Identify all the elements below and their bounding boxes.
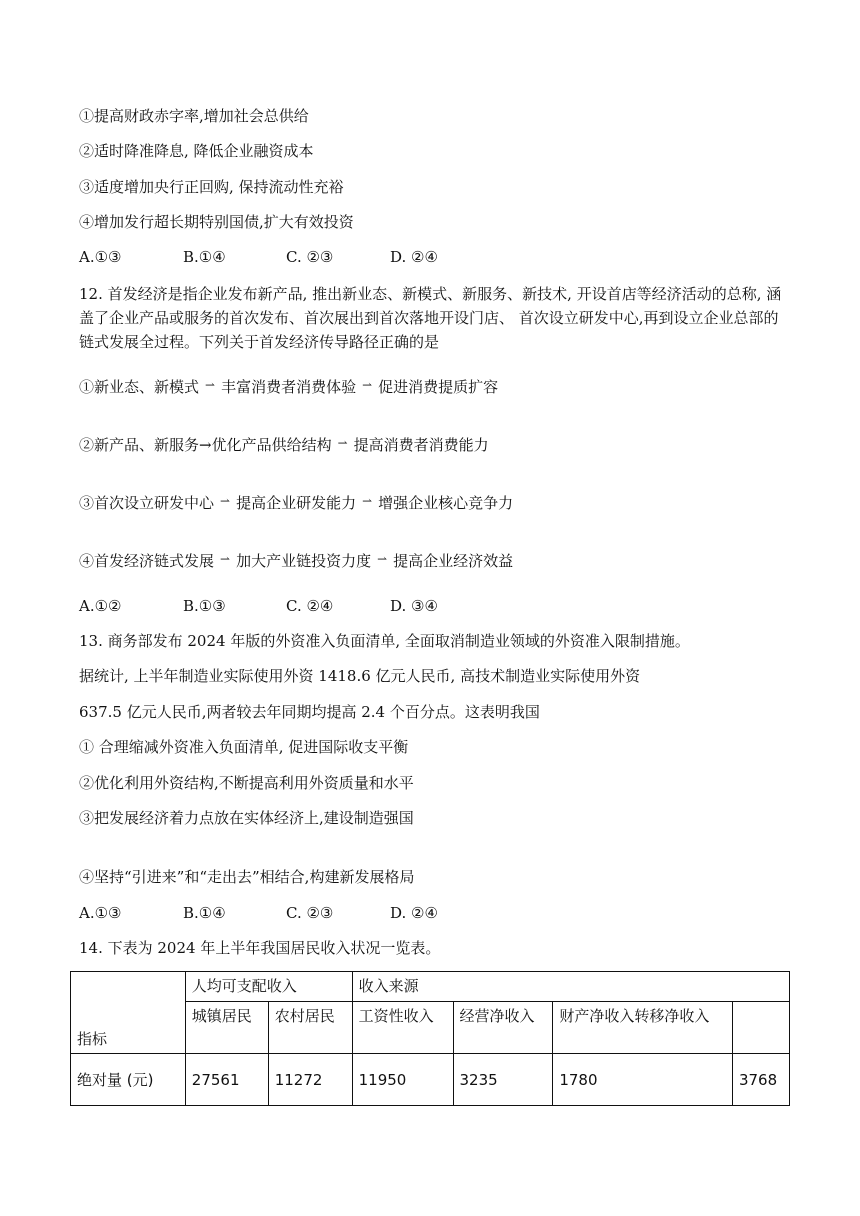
arrow-icon: ⇀ (362, 494, 373, 508)
col-header-urban: 城镇居民 (185, 1002, 268, 1054)
table-cell: 11272 (268, 1054, 352, 1106)
q11-option-2: ②适时降准降息, 降低企业融资成本 (79, 142, 314, 160)
q13-option-3: ③把发展经济着力点放在实体经济上,建设制造强国 (79, 809, 414, 827)
arrow-icon: ⇀ (362, 378, 373, 392)
q12-choice-c: C. ②④ (286, 597, 334, 615)
q12-choice-a: A.①② (79, 597, 122, 615)
q12-path-1: ①新业态、新模式 ⇀ 丰富消费者消费体验 ⇀ 促进消费提质扩容 (79, 377, 498, 398)
q12-stem: 12. 首发经济是指企业发布新产品, 推出新业态、新模式、新服务、新技术, 开设首店等经济活动的总称, 涵盖了企业产品或服务的首次发布、首次展出到首次落地开设门店、 首次设立研发中心,再到设立企业总部的链式发展全过程。下列关于首发经济传导路径正确的是 (79, 285, 782, 351)
q12-choice-b: B.①③ (183, 597, 226, 615)
q13-option-1: ① 合理缩减外资准入负面清单, 促进国际收支平衡 (79, 738, 409, 756)
table-cell: 3235 (453, 1054, 553, 1106)
q12-answer-choices (79, 596, 438, 616)
income-source-header: 收入来源 (352, 972, 789, 1002)
indicator-header: 指标 (71, 972, 186, 1054)
arrow-icon: ⇀ (377, 552, 388, 566)
q11-option-3: ③适度增加央行正回购, 保持流动性充裕 (79, 178, 344, 196)
q11-option-1: ①提高财政赤字率,增加社会总供给 (79, 107, 309, 125)
q11-choice-d: D. ②④ (390, 248, 438, 266)
q13-option-2: ②优化利用外资结构,不断提高利用外资质量和水平 (79, 774, 414, 792)
arrow-icon: ⇀ (220, 494, 231, 508)
q13-option-4: ④坚持“引进来”和“走出去”相结合,构建新发展格局 (79, 868, 415, 886)
col-header-business: 经营净收入 (453, 1002, 553, 1054)
q11-answer-choices (79, 247, 438, 267)
col-header-property-transfer: 财产净收入转移净收入 (553, 1002, 733, 1054)
q14-stem: 14. 下表为 2024 年上半年我国居民收入状况一览表。 (79, 939, 441, 957)
col-header-rural: 农村居民 (268, 1002, 352, 1054)
q12-path-4: ④首发经济链式发展 ⇀ 加大产业链投资力度 ⇀ 提高企业经济效益 (79, 551, 513, 572)
q13-choice-a: A.①③ (79, 904, 122, 922)
q11-option-4: ④增加发行超长期特别国债,扩大有效投资 (79, 213, 354, 231)
q12-path-2: ②新产品、新服务→优化产品供给结构 ⇀ 提高消费者消费能力 (79, 435, 489, 456)
col-header-wage: 工资性收入 (352, 1002, 453, 1054)
arrow-icon: ⇀ (220, 552, 231, 566)
table-header-row-1 (71, 972, 790, 1002)
q11-choice-b: B.①④ (183, 248, 226, 266)
table-row (71, 1054, 790, 1106)
q11-choice-a: A.①③ (79, 248, 122, 266)
q13-stem-line-1: 13. 商务部发布 2024 年版的外资准入负面清单, 全面取消制造业领域的外资准入限制措施。 (79, 632, 690, 650)
q13-choice-d: D. ②④ (390, 904, 438, 922)
income-table (70, 971, 790, 1106)
table-cell: 1780 (553, 1054, 733, 1106)
q13-stem-line-2: 据统计, 上半年制造业实际使用外资 1418.6 亿元人民币, 高技术制造业实际使用外资 (79, 667, 641, 685)
q11-choice-c: C. ②③ (286, 248, 334, 266)
q13-choice-b: B.①④ (183, 904, 226, 922)
disposable-income-header: 人均可支配收入 (185, 972, 352, 1002)
q12-choice-d: D. ③④ (390, 597, 438, 615)
table-cell: 27561 (185, 1054, 268, 1106)
arrow-icon: ⇀ (205, 378, 216, 392)
row-label: 绝对量 (元) (71, 1054, 186, 1106)
q13-choice-c: C. ②③ (286, 904, 334, 922)
q13-answer-choices (79, 903, 438, 923)
arrow-icon: ⇀ (337, 436, 348, 450)
q13-stem-line-3: 637.5 亿元人民币,两者较去年同期均提高 2.4 个百分点。这表明我国 (79, 703, 540, 721)
col-header-blank (732, 1002, 789, 1054)
table-cell: 11950 (352, 1054, 453, 1106)
q12-path-3: ③首次设立研发中心 ⇀ 提高企业研发能力 ⇀ 增强企业核心竞争力 (79, 493, 513, 514)
table-cell: 3768 (732, 1054, 789, 1106)
